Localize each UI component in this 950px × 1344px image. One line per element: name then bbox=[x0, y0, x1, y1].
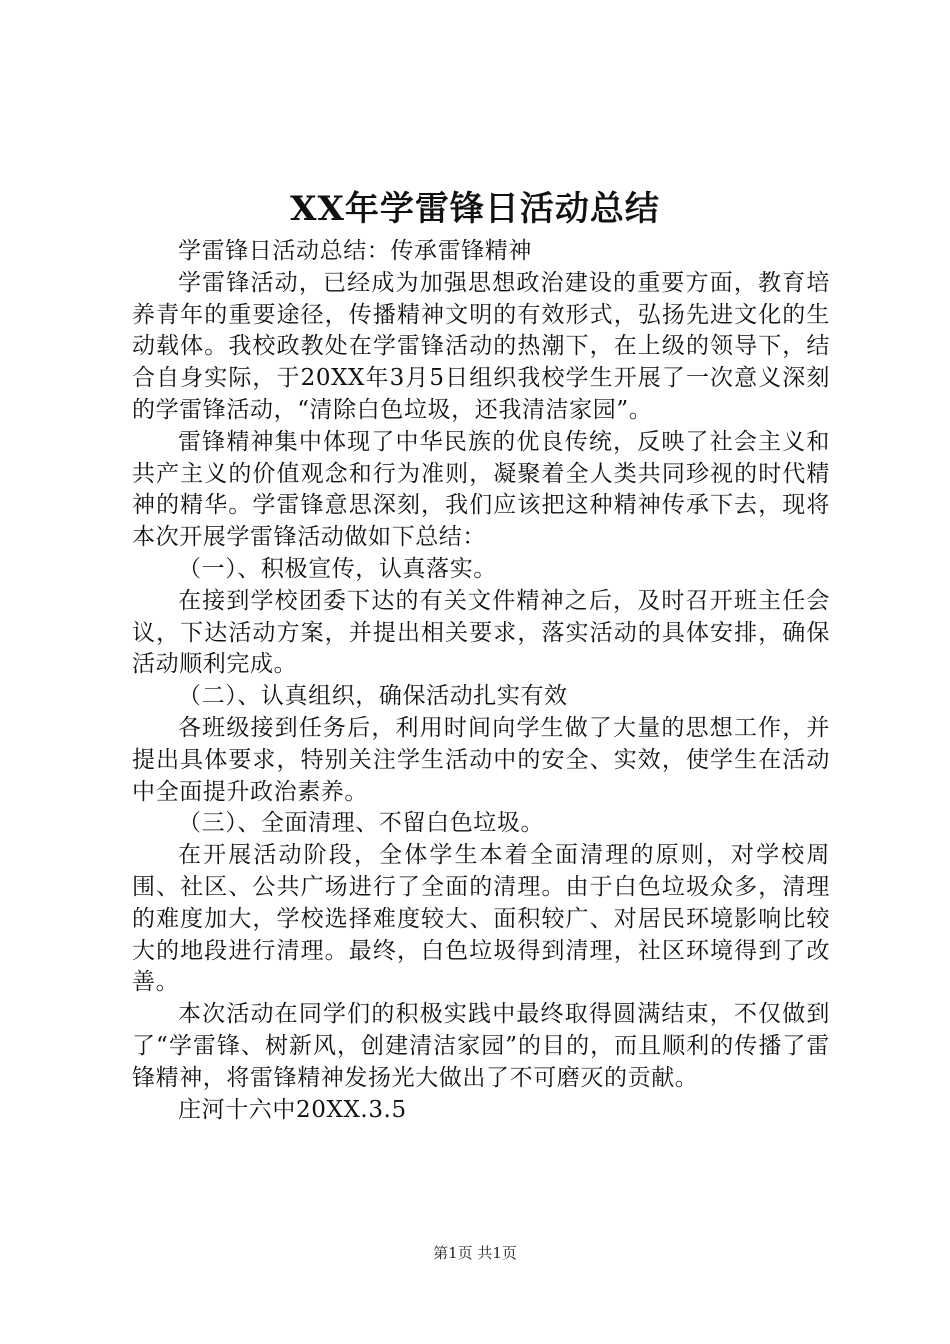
section-heading-2: （二）、认真组织，确保活动扎实有效 bbox=[178, 683, 568, 710]
intro-paragraph: 学雷锋活动，已经成为加强思想政治建设的重要方面，教育培养青年的重要途径，传播精神文明的有效形式，弘扬先进文化的生动载体。我校政教处在学雷锋活动的热潮下，在上级的领导下，结合自身实际，于20XX年3月5日组织我校学生开展了一次意义深刻的学雷锋活动，“清除白色垃圾，还我清洁家园”。 bbox=[132, 269, 830, 423]
section-paragraph-1: 在接到学校团委下达的有关文件精神之后，及时召开班主任会议，下达活动方案，并提出相关要求，落实活动的具体安排，确保活动顺利完成。 bbox=[132, 587, 830, 678]
spirit-paragraph: 雷锋精神集中体现了中华民族的优良传统，反映了社会主义和共产主义的价值观念和行为准则，凝聚着全人类共同珍视的时代精神的精华。学雷锋意思深刻，我们应该把这种精神传承下去，现将本次开展学雷锋活动做如下总结： bbox=[132, 428, 830, 551]
document-body bbox=[132, 236, 830, 1126]
conclusion-paragraph: 本次活动在同学们的积极实践中最终取得圆满结束，不仅做到了“学雷锋、树新风，创建清洁家园”的目的，而且顺利的传播了雷锋精神，将雷锋精神发扬光大做出了不可磨灭的贡献。 bbox=[132, 1001, 830, 1091]
section-paragraph-2: 各班级接到任务后，利用时间向学生做了大量的思想工作，并提出具体要求，特别关注学生活动中的安全、实效，使学生在活动中全面提升政治素养。 bbox=[132, 714, 830, 805]
section-paragraph-3: 在开展活动阶段，全体学生本着全面清理的原则，对学校周围、社区、公共广场进行了全面的清理。由于白色垃圾众多，清理的难度加大，学校选择难度较大、面积较广、对居民环境影响比较大的地段进行清理。最终，白色垃圾得到清理，社区环境得到了改善。 bbox=[132, 842, 830, 996]
section-heading-1: （一）、积极宣传，认真落实。 bbox=[178, 555, 497, 582]
section-heading-3: （三）、全面清理、不留白色垃圾。 bbox=[178, 810, 545, 837]
document-title: XX年学雷锋日活动总结 bbox=[290, 189, 660, 229]
page-number-footer: 第1页 共1页 bbox=[433, 1244, 517, 1262]
subtitle-paragraph: 学雷锋日活动总结：传承雷锋精神 bbox=[178, 238, 532, 264]
signature-line: 庄河十六中20XX.3.5 bbox=[178, 1096, 407, 1123]
